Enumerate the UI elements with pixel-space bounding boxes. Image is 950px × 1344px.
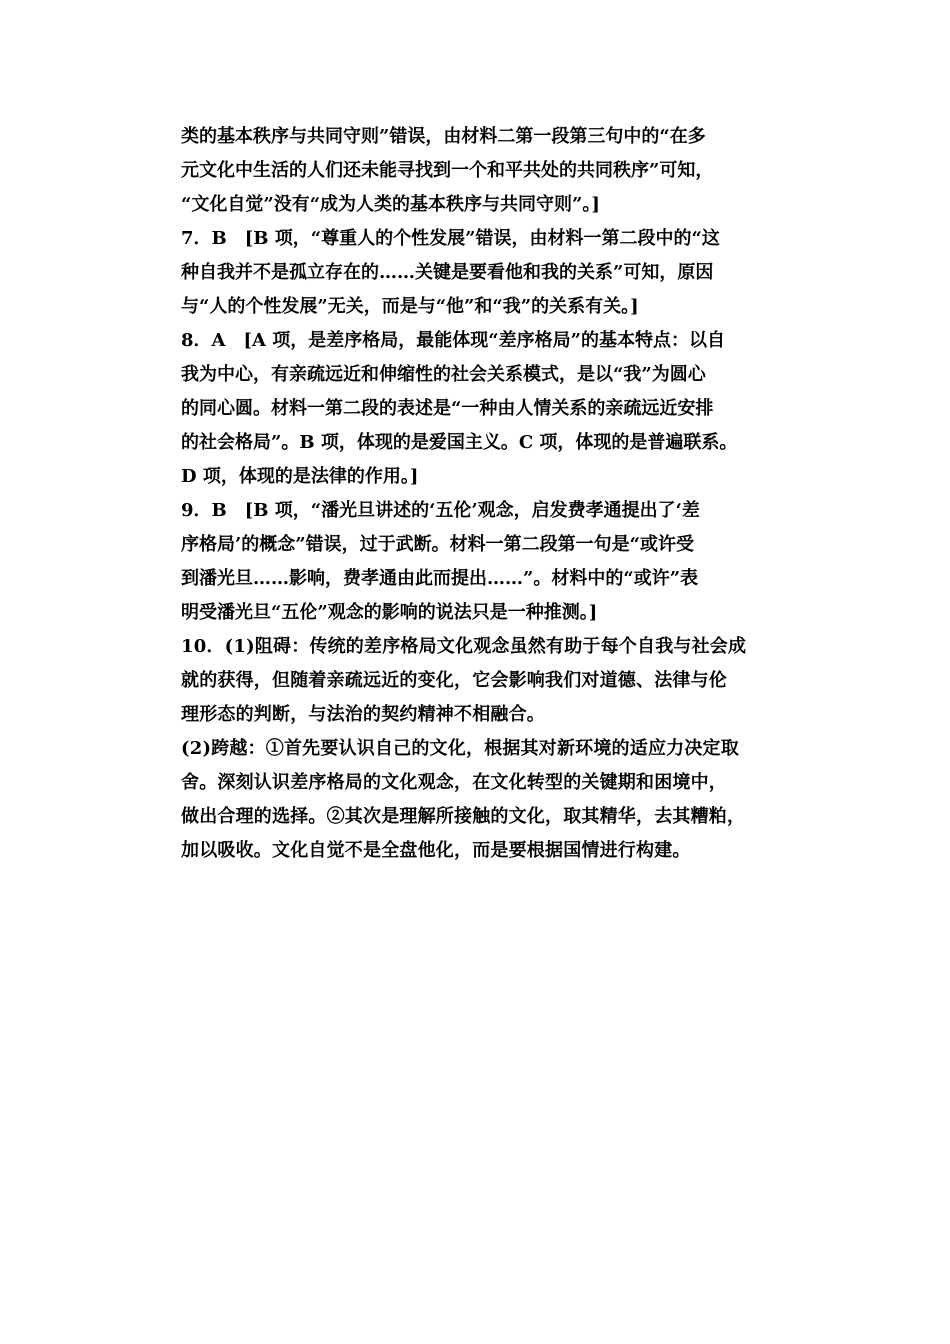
text-line: 种自我并不是孤立存在的……关键是要看他和我的关系”可知，原因 [181, 262, 714, 283]
answer-10-part2-line: (2)跨越：①首先要认识自己的文化，根据其对新环境的适应力决定取 [181, 738, 739, 759]
text-line: 加以吸收。文化自觉不是全盘他化，而是要根据国情进行构建。 [181, 840, 691, 861]
answer-10-line: 10．(1)阻碍：传统的差序格局文化观念虽然有助于每个自我与社会成 [181, 636, 747, 657]
answer-7-line: 7．B [B 项，“尊重人的个性发展”错误，由材料一第二段中的“这 [181, 228, 720, 249]
text-line: 舍。深刻认识差序格局的文化观念，在文化转型的关键期和困境中， [181, 772, 727, 793]
text-line: 的社会格局”。B 项，体现的是爱国主义。C 项，体现的是普遍联系。 [181, 432, 738, 453]
text-line: 到潘光旦……影响，费孝通由此而提出……”。材料中的“或许”表 [181, 568, 699, 589]
text-line: 做出合理的选择。②其次是理解所接触的文化，取其精华，去其糟粕， [181, 806, 746, 827]
answer-8-line: 8．A [A 项，是差序格局，最能体现“差序格局”的基本特点：以自 [181, 330, 725, 351]
text-line: 明受潘光旦“五伦”观念的影响的说法只是一种推测。] [181, 602, 598, 623]
text-line: 的同心圆。材料一第二段的表述是“一种由人情关系的亲疏远近安排 [181, 398, 714, 419]
text-line: 与“人的个性发展”无关，而是与“他”和“我”的关系有关。] [181, 296, 639, 317]
text-line: D 项，体现的是法律的作用。] [181, 466, 419, 487]
answer-text-block [181, 120, 791, 868]
answer-9-line: 9．B [B 项，“潘光旦讲述的‘五伦’观念，启发费孝通提出了‘差 [181, 500, 700, 521]
text-line: 就的获得，但随着亲疏远近的变化，它会影响我们对道德、法律与伦 [181, 670, 727, 691]
text-line: 元文化中生活的人们还未能寻找到一个和平共处的共同秩序”可知， [181, 160, 714, 181]
text-line: “文化自觉”没有“成为人类的基本秩序与共同守则”。] [181, 194, 600, 215]
text-line: 类的基本秩序与共同守则”错误，由材料二第一段第三句中的“在多 [181, 126, 706, 147]
text-line: 理形态的判断，与法治的契约精神不相融合。 [181, 704, 545, 725]
text-line: 我为中心，有亲疏远近和伸缩性的社会关系模式，是以“我”为圆心 [181, 364, 706, 385]
text-line: 序格局’的概念”错误，过于武断。材料一第二段第一句是“或许受 [181, 534, 694, 555]
